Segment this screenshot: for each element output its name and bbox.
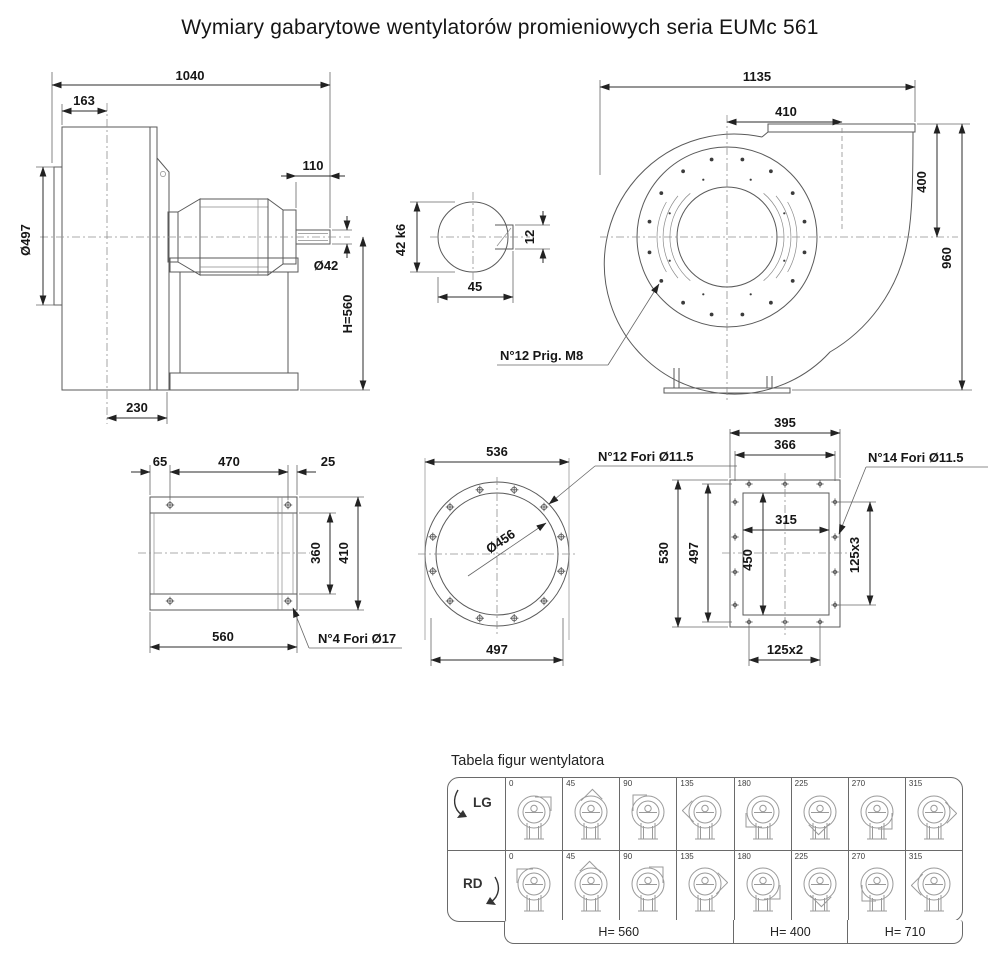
- fan-figure-lg-90-icon: [625, 788, 671, 844]
- angle-label: 90: [623, 779, 633, 788]
- dim-side-shaft-diameter: Ø42: [313, 258, 339, 273]
- fan-figure-cell-lg-315: [905, 778, 962, 850]
- fan-figures-table: [443, 753, 967, 955]
- dim-front-outlet-height: 400: [914, 171, 929, 193]
- fan-figure-cell-lg-90: [619, 778, 676, 850]
- dim-key-length: 45: [467, 279, 483, 294]
- note-outlet-holes: N°4 Fori Ø17: [318, 631, 397, 646]
- angle-label: 180: [737, 851, 751, 861]
- front-view: [497, 69, 972, 400]
- dim-duct-hole-pitch-h: 125x2: [766, 642, 804, 657]
- angle-label: 270: [851, 851, 866, 861]
- angle-label: 90: [623, 851, 633, 861]
- fan-figure-cell-rd-180: [734, 850, 791, 922]
- fan-figure-cell-rd-315: [905, 850, 962, 922]
- note-inlet-holes: N°12 Fori Ø11.5: [598, 449, 694, 464]
- dim-outlet-edge-left: 65: [152, 454, 168, 469]
- fan-figure-rd-270-icon: [854, 860, 900, 916]
- fan-figure-cell-lg-270: [848, 778, 905, 850]
- fan-figure-lg-180-icon: [740, 788, 786, 844]
- angle-label: 315: [908, 851, 923, 861]
- note-duct-holes: N°14 Fori Ø11.5: [868, 450, 964, 465]
- fan-figure-lg-45-icon: [568, 788, 614, 844]
- dim-duct-opening-width: 315: [775, 512, 797, 527]
- fan-figure-cell-rd-45: [562, 850, 619, 922]
- fan-table-heights-row: [504, 920, 963, 944]
- dim-duct-opening-height: 450: [740, 549, 755, 571]
- fan-figure-rd-225-icon: [797, 860, 843, 916]
- dim-front-overall-height: 960: [939, 247, 954, 269]
- angle-label: 45: [566, 851, 576, 861]
- height-group-560: H= 560: [598, 924, 640, 939]
- dim-duct-outer-height: 530: [656, 542, 671, 564]
- note-front-holes: N°12 Prig. M8: [500, 348, 584, 363]
- fan-figure-cell-lg-225: [791, 778, 848, 850]
- angle-label: 225: [794, 851, 808, 861]
- fan-table-title: Tabela figur wentylatora: [451, 753, 605, 769]
- dim-side-inlet-offset: 163: [73, 93, 95, 108]
- angle-label: 135: [680, 779, 694, 788]
- angle-label: 180: [737, 779, 751, 788]
- dim-front-overall-width: 1135: [742, 69, 772, 84]
- duct-flange-view: [656, 415, 988, 666]
- fan-table-row-lg-header: [448, 778, 505, 850]
- height-group-710: H= 710: [847, 920, 962, 943]
- dim-side-inlet-diameter: Ø497: [18, 224, 33, 256]
- row-label-lg: LG: [473, 795, 492, 810]
- fan-figure-cell-rd-225: [791, 850, 848, 922]
- dim-duct-bolt-width: 366: [774, 437, 796, 452]
- dim-duct-outer-width: 395: [774, 415, 796, 430]
- angle-label: 135: [680, 851, 694, 861]
- dim-side-overall-width: 1040: [175, 68, 205, 83]
- shaft-section-view: [393, 192, 550, 303]
- fan-figure-rd-180-icon: [740, 860, 786, 916]
- fan-figure-cell-lg-45: [562, 778, 619, 850]
- fan-figure-rd-315-icon: [911, 860, 957, 916]
- side-view: [18, 68, 370, 424]
- fan-figure-cell-rd-90: [619, 850, 676, 922]
- fan-figure-lg-0-icon: [511, 788, 557, 844]
- fan-figure-cell-lg-180: [734, 778, 791, 850]
- dim-shaft-fit: 42 k6: [393, 223, 408, 257]
- fan-figure-lg-315-icon: [911, 788, 957, 844]
- dim-side-shaft-length: 110: [302, 158, 324, 173]
- angle-label: 315: [908, 779, 923, 788]
- angle-label: 270: [851, 779, 866, 788]
- height-group-400: H= 400: [733, 920, 848, 943]
- dim-side-axis-height: H=560: [340, 294, 355, 334]
- page-title: Wymiary gabarytowe wentylatorów promieniowych seria EUMc 561: [181, 16, 819, 39]
- fan-figure-lg-225-icon: [797, 788, 843, 844]
- fan-figure-cell-lg-135: [676, 778, 733, 850]
- fan-figure-cell-rd-135: [676, 850, 733, 922]
- fan-figure-rd-45-icon: [568, 860, 614, 916]
- fan-table-row-rd-header: [448, 850, 505, 922]
- dim-outlet-edge-right: 25: [320, 454, 336, 469]
- fan-figure-lg-270-icon: [854, 788, 900, 844]
- dim-key-width: 12: [522, 229, 537, 245]
- fan-table-grid: [447, 777, 963, 922]
- angle-label: 45: [566, 779, 576, 788]
- dim-outlet-flange-width: 560: [212, 629, 234, 644]
- fan-figure-rd-135-icon: [682, 860, 728, 916]
- dim-outlet-flange-height: 410: [336, 542, 351, 564]
- dim-outlet-opening-height: 360: [308, 542, 323, 564]
- fan-figure-cell-lg-0: [505, 778, 562, 850]
- fan-figure-rd-0-icon: [511, 860, 557, 916]
- dim-front-outlet-offset: 410: [775, 104, 797, 119]
- angle-label: 0: [509, 851, 514, 861]
- dim-inlet-inner-diameter: Ø456: [483, 526, 518, 557]
- angle-label: 225: [794, 779, 808, 788]
- dim-inlet-outer-diameter: 536: [486, 444, 508, 459]
- fan-figure-cell-rd-0: [505, 850, 562, 922]
- row-label-rd: RD: [463, 875, 483, 891]
- dim-duct-bolt-height: 497: [686, 542, 701, 564]
- dim-duct-hole-pitch-v: 125x3: [847, 536, 862, 574]
- dim-outlet-hole-span: 470: [218, 454, 240, 469]
- angle-label: 0: [509, 779, 514, 788]
- fan-figure-rd-90-icon: [625, 860, 671, 916]
- fan-figure-cell-rd-270: [848, 850, 905, 922]
- dim-inlet-bolt-circle: 497: [486, 642, 508, 657]
- outlet-flange-view: [131, 454, 402, 653]
- fan-figure-lg-135-icon: [682, 788, 728, 844]
- dim-side-base-offset: 230: [126, 400, 148, 415]
